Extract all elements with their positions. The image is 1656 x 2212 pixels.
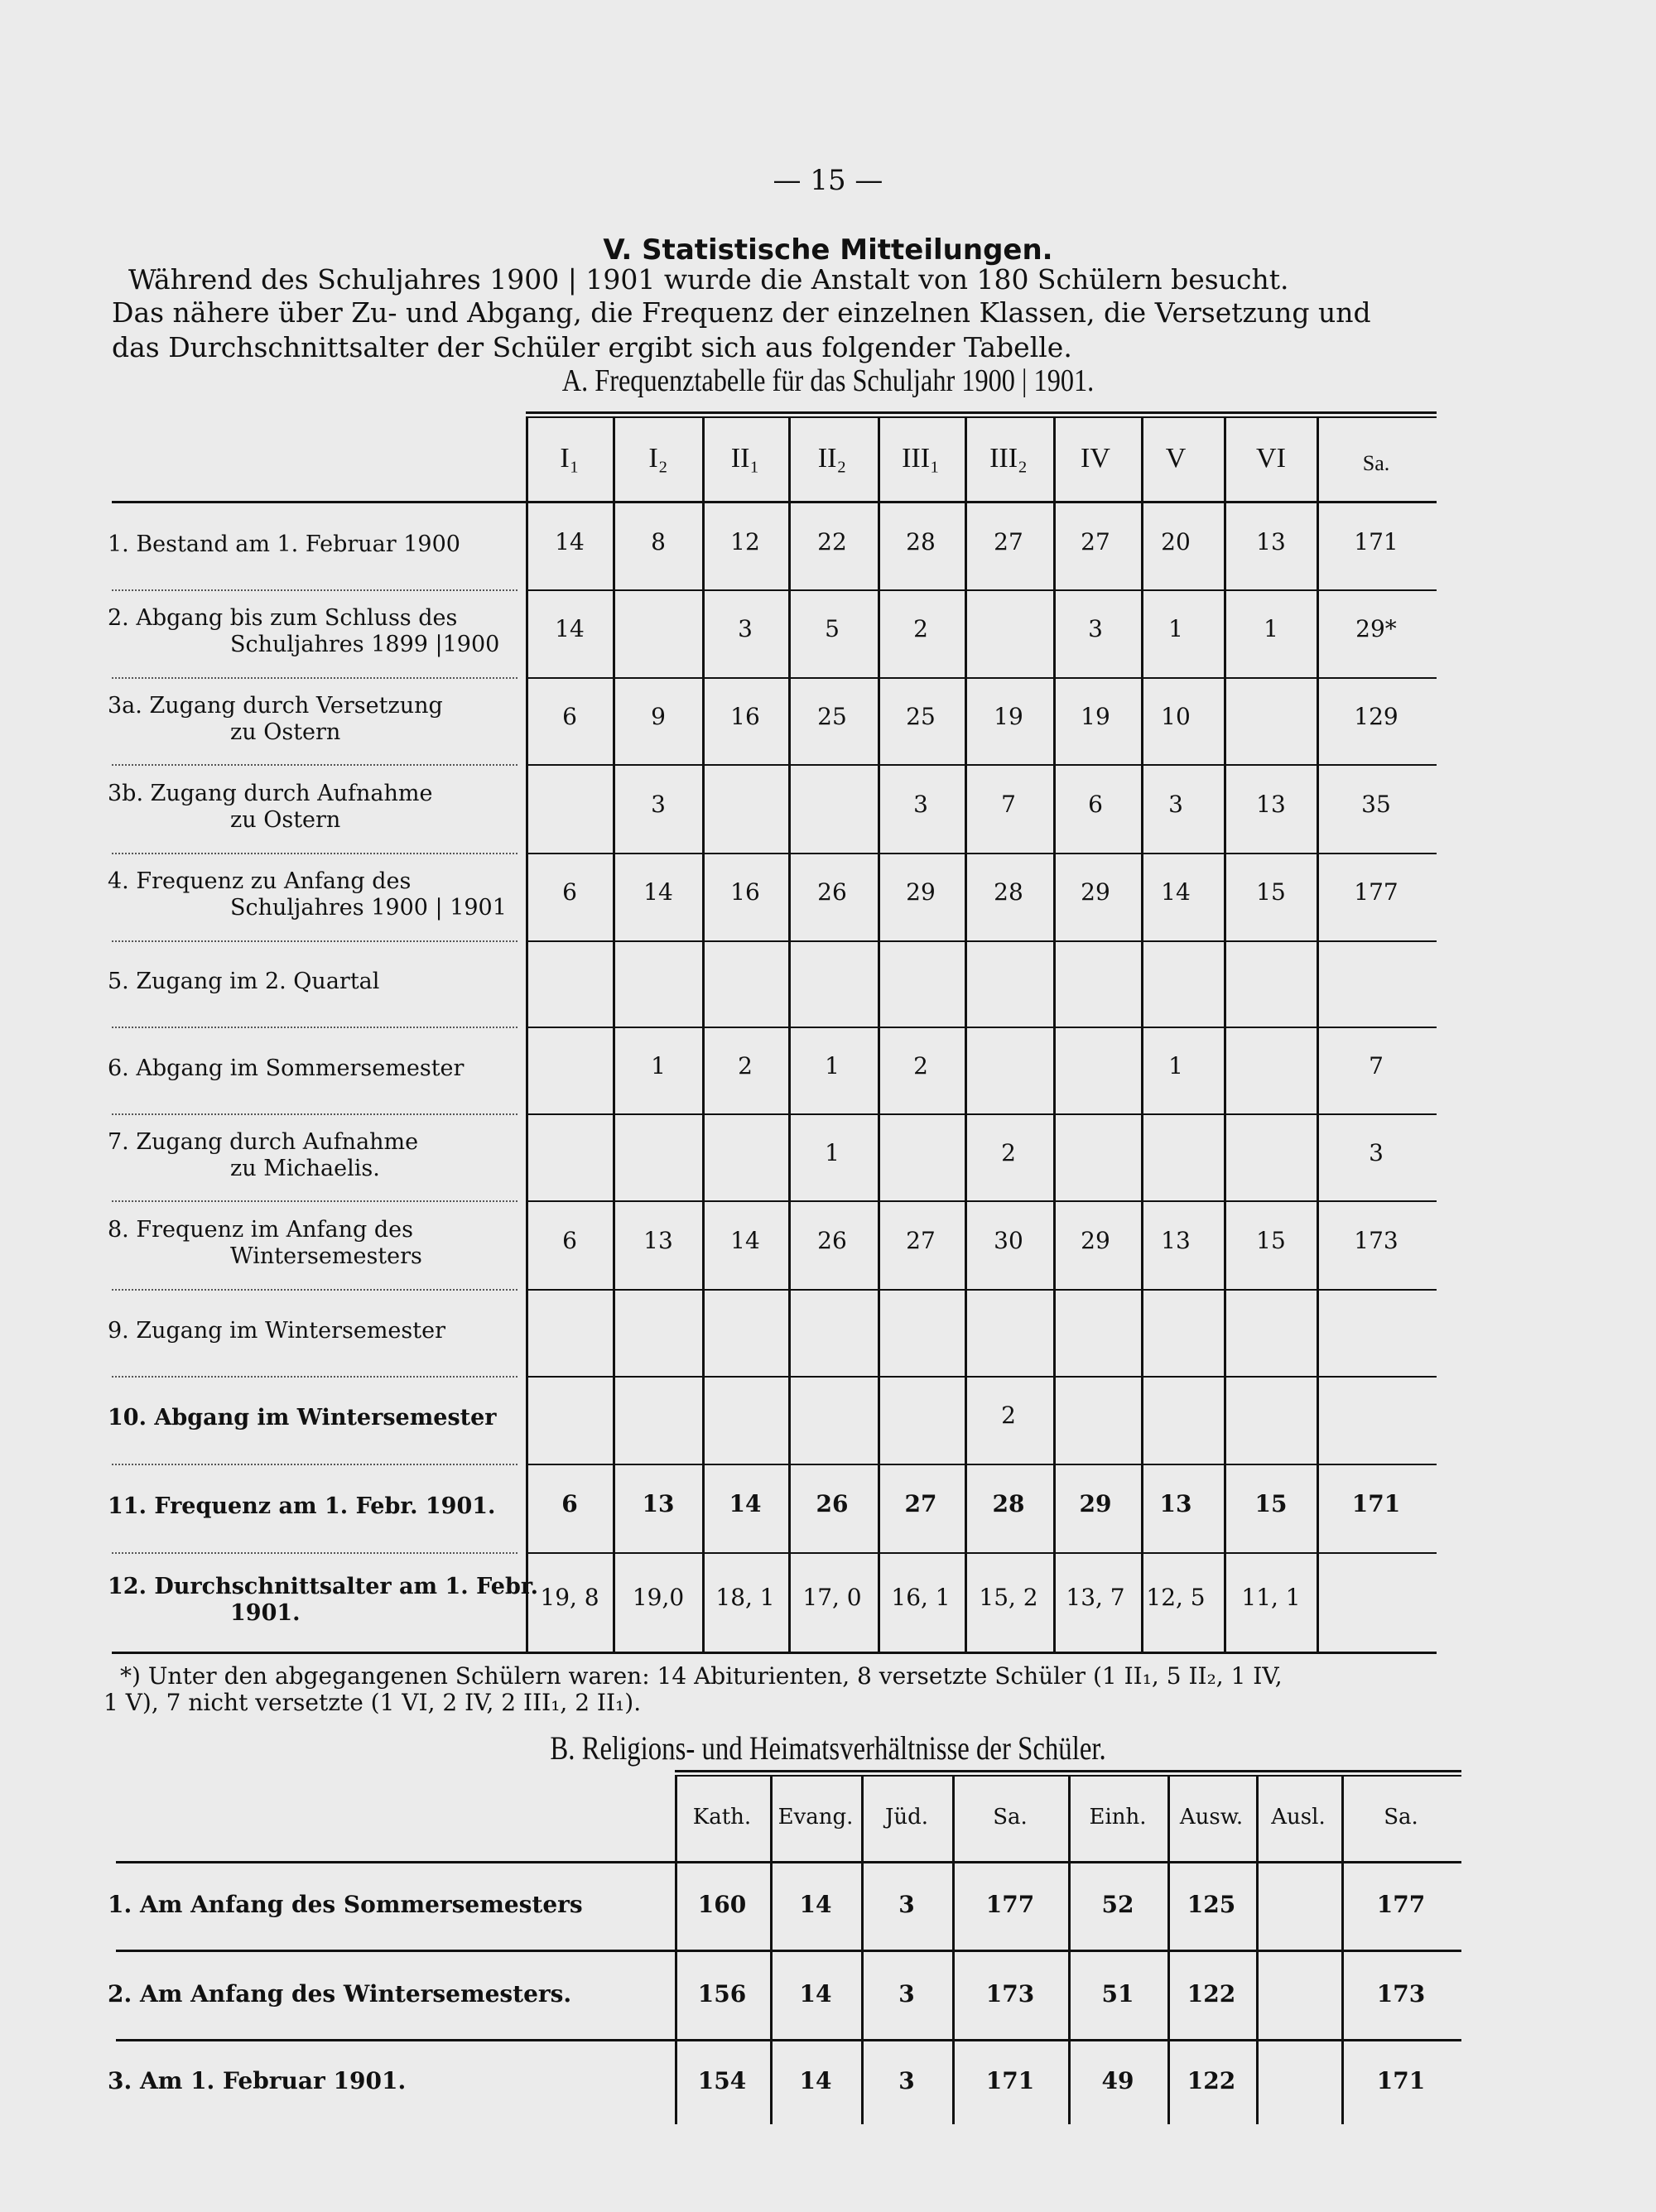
table-a-row-rule (526, 764, 1437, 766)
table-a-row-rule (526, 1464, 1437, 1465)
table-b-cell: 14 (799, 1891, 832, 1918)
table-b-cell: 173 (985, 1980, 1035, 2008)
row-label-line-1: 8. Frequenz im Anfang des (108, 1216, 413, 1243)
table-a-cell: 27 (994, 528, 1023, 555)
table-a-col-divider (1141, 418, 1143, 1652)
table-a-cell: 2 (1001, 1402, 1016, 1429)
col-header-ii1: II₁ (730, 443, 760, 474)
table-a-row-rule (526, 1552, 1437, 1554)
table-b-col-header: Sa. (993, 1805, 1028, 1830)
table-b-cell: 49 (1101, 2067, 1134, 2094)
row-label-line-1: 7. Zugang durch Aufnahme (108, 1128, 419, 1155)
table-a-cell: 173 (1354, 1226, 1398, 1254)
table-a-cell: 14 (555, 615, 585, 642)
row-label-line-1: 3b. Zugang durch Aufnahme (108, 780, 433, 806)
table-a-row-label (108, 531, 460, 558)
table-a-cell: 171 (1351, 1489, 1401, 1517)
table-b-cell: 173 (1376, 1980, 1426, 2008)
table-a-cell: 6 (562, 702, 577, 730)
table-b-col-header: Ausw. (1179, 1805, 1244, 1830)
table-a-cell: 13 (1256, 790, 1286, 818)
table-a-cell: 3 (1369, 1138, 1384, 1166)
table-a-row-leader (112, 764, 518, 767)
table-b-cell: 3 (898, 1891, 915, 1918)
table-a-cell: 13 (1159, 1489, 1192, 1517)
table-b-cell: 160 (697, 1891, 747, 1918)
table-b-cell: 3 (898, 1980, 915, 2008)
table-a-col-divider (1224, 418, 1226, 1652)
table-a-cell: 3 (651, 790, 666, 818)
table-a-row-label (108, 1493, 495, 1520)
section-title: V. Statistische Mitteilungen. (603, 233, 1053, 267)
table-a-cell: 15 (1256, 1226, 1286, 1254)
table-a-row-label (108, 605, 499, 658)
row-label-line-2: zu Michaelis. (230, 1155, 380, 1181)
table-a-cell: 25 (817, 702, 847, 730)
table-b-row-label: 2. Am Anfang des Wintersemesters. (108, 1980, 572, 2008)
table-a-cell: 1 (825, 1051, 840, 1080)
table-a-row-label (108, 1574, 538, 1627)
table-a-cell: 7 (1001, 790, 1016, 818)
table-a-row-label (108, 693, 443, 746)
table-a-row-rule (526, 1113, 1437, 1115)
table-b-col-header: Evang. (777, 1805, 854, 1830)
table-b-col-header: Ausl. (1271, 1805, 1326, 1830)
row-label-line-1: 6. Abgang im Sommersemester (108, 1055, 465, 1081)
row-label-line-1: 11. Frequenz am 1. Febr. 1901. (108, 1493, 496, 1519)
row-label-line-1: 2. Abgang bis zum Schluss des (108, 605, 458, 631)
col-header-iii1: III₁ (902, 443, 940, 474)
table-a-cell: 30 (994, 1226, 1023, 1254)
table-a-row-leader (112, 1464, 518, 1466)
table-a-row-rule (526, 1200, 1437, 1202)
table-a-cell: 15, 2 (979, 1584, 1038, 1611)
table-a-cell: 26 (817, 878, 847, 906)
table-a-col-divider (965, 418, 967, 1652)
table-a-row-rule (526, 677, 1437, 679)
row-label-line-1: 3a. Zugang durch Versetzung (108, 692, 443, 719)
table-a-cell: 177 (1354, 878, 1398, 906)
table-a-col-divider (788, 418, 791, 1652)
col-header-vi: VI (1256, 443, 1286, 474)
table-b-cell: 122 (1187, 2067, 1236, 2094)
table-b-row-rule-2 (116, 2039, 1461, 2041)
table-a-cell: 16 (730, 702, 760, 730)
table-b-col-divider (675, 1777, 677, 2124)
col-header-iv: IV (1081, 443, 1110, 474)
table-a-row-label (108, 1217, 422, 1270)
table-a-row-leader (112, 677, 518, 680)
row-label-line-1: 5. Zugang im 2. Quartal (108, 969, 380, 994)
page-number: — 15 — (773, 164, 883, 197)
table-a-cell: 6 (1088, 790, 1103, 818)
table-a-cell: 16 (730, 878, 760, 906)
table-a-row-rule (526, 1027, 1437, 1028)
table-a-row-leader (112, 853, 518, 855)
table-a-row-label (108, 969, 379, 995)
table-a-cell: 13, 7 (1066, 1584, 1125, 1611)
table-a-row-label (108, 868, 507, 921)
table-b-row-rule-1 (116, 1950, 1461, 1952)
table-a-title: A. Frequenztabelle für das Schuljahr 1900 | 1901. (561, 363, 1095, 398)
table-b-col-divider (1256, 1777, 1259, 2124)
table-a-cell: 8 (651, 528, 666, 555)
table-a-cell: 14 (729, 1489, 762, 1517)
table-a-col-divider (613, 418, 615, 1652)
table-a-cell: 27 (1081, 528, 1110, 555)
table-a-cell: 26 (816, 1489, 849, 1517)
table-a-row-label (108, 1318, 445, 1344)
table-a-cell: 27 (904, 1489, 937, 1517)
table-a-cell: 16, 1 (891, 1584, 951, 1611)
table-b-row-label: 1. Am Anfang des Sommersemesters (108, 1891, 583, 1918)
table-b-cell: 177 (1376, 1891, 1426, 1918)
table-a-cell: 1 (1264, 615, 1278, 642)
table-a-header-rule (112, 501, 1437, 503)
table-a-row-leader (112, 1200, 518, 1203)
table-a-cell: 1 (825, 1138, 840, 1166)
table-b-cell: 171 (985, 2067, 1035, 2094)
table-a-row-rule (526, 1376, 1437, 1378)
table-a-cell: 17, 0 (802, 1584, 862, 1611)
table-a-cell: 14 (643, 878, 673, 906)
table-b-col-header: Sa. (1384, 1805, 1418, 1830)
table-a-cell: 25 (906, 702, 936, 730)
table-a-row-leader (112, 1376, 518, 1378)
table-a-cell: 19 (1081, 702, 1110, 730)
table-a-cell: 171 (1354, 528, 1398, 555)
table-a-col-divider (1317, 418, 1319, 1652)
table-a-row-label (108, 1129, 418, 1182)
table-a-cell: 14 (1161, 878, 1191, 906)
table-a-cell: 28 (906, 528, 936, 555)
table-b-cell: 51 (1101, 1980, 1134, 2008)
table-a-cell: 29 (906, 878, 936, 906)
table-b-cell: 3 (898, 2067, 915, 2094)
table-a-cell: 28 (994, 878, 1023, 906)
col-header-ii2: II₂ (817, 443, 847, 474)
table-a-top-rule (526, 411, 1437, 414)
table-b-col-header: Einh. (1089, 1805, 1147, 1830)
table-a-row-leader (112, 589, 518, 592)
table-a-cell: 12 (730, 528, 760, 555)
table-a-cell: 6 (562, 878, 577, 906)
table-a-row-rule (526, 589, 1437, 591)
table-a-cell: 22 (817, 528, 847, 555)
table-a-cell: 13 (1256, 528, 1286, 555)
table-a-row-rule (526, 853, 1437, 854)
table-a-cell: 14 (730, 1226, 760, 1254)
table-a-cell: 28 (992, 1489, 1025, 1517)
table-a-cell: 29 (1081, 1226, 1110, 1254)
table-a-top-rule-2 (526, 416, 1437, 418)
table-a-cell: 10 (1161, 702, 1191, 730)
table-b-col-divider (1341, 1777, 1344, 2124)
col-header-v: V (1165, 443, 1187, 474)
table-b-cell: 14 (799, 1980, 832, 2008)
intro-line-2: Das nähere über Zu- und Abgang, die Frequenz der einzelnen Klassen, die Versetzung und (112, 296, 1371, 329)
table-a-cell: 11, 1 (1241, 1584, 1301, 1611)
table-a-cell: 15 (1256, 878, 1286, 906)
row-label-line-2: zu Ostern (230, 806, 341, 833)
table-a-cell: 1 (1168, 615, 1183, 642)
row-label-line-2: Wintersemesters (230, 1243, 422, 1269)
table-b-col-divider (770, 1777, 773, 2124)
table-a-cell: 27 (906, 1226, 936, 1254)
footnote-line-1: *) Unter den abgegangenen Schülern waren: 14 Abiturienten, 8 versetzte Schüler (1 II₁, 5 II₂, 1 IV, (120, 1662, 1283, 1690)
table-b-col-header: Kath. (692, 1805, 752, 1830)
table-a-cell: 13 (642, 1489, 675, 1517)
table-b-cell: 14 (799, 2067, 832, 2094)
table-a-cell: 20 (1161, 528, 1191, 555)
table-b-cell: 154 (697, 2067, 747, 2094)
col-header-sa: Sa. (1362, 451, 1390, 475)
table-a-cell: 3 (738, 615, 753, 642)
table-a-cell: 7 (1369, 1051, 1384, 1080)
table-a-cell: 1 (651, 1051, 666, 1080)
table-a-row-leader (112, 1289, 518, 1291)
table-b-col-divider (1167, 1777, 1170, 2124)
row-label-line-2: 1901. (230, 1600, 301, 1626)
col-header-i1: I₁ (560, 443, 580, 474)
table-b-col-header: Jüd. (884, 1805, 929, 1830)
row-label-line-2: Schuljahres 1900 | 1901 (230, 895, 507, 921)
table-a-cell: 15 (1254, 1489, 1288, 1517)
table-a-cell: 19, 8 (540, 1584, 599, 1611)
intro-line-1: Während des Schuljahres 1900 | 1901 wurde die Anstalt von 180 Schülern besucht. (128, 263, 1289, 296)
table-a-row-label (108, 1056, 464, 1082)
table-a-cell: 19,0 (632, 1584, 685, 1611)
table-b-top-rule (675, 1770, 1461, 1772)
table-b-cell: 52 (1101, 1891, 1134, 1918)
table-a-cell: 35 (1361, 790, 1391, 818)
table-a-row-label (108, 1405, 497, 1431)
table-a-cell: 3 (1088, 615, 1103, 642)
table-a-cell: 14 (555, 528, 585, 555)
table-a-cell: 29 (1079, 1489, 1112, 1517)
col-header-i2: I₂ (648, 443, 668, 474)
table-b-col-divider (952, 1777, 955, 2124)
table-a-cell: 6 (562, 1226, 577, 1254)
table-b-col-divider (861, 1777, 864, 2124)
table-a-cell: 5 (825, 615, 840, 642)
table-b-cell: 125 (1187, 1891, 1236, 1918)
intro-line-3: das Durchschnittsalter der Schüler ergibt sich aus folgender Tabelle. (112, 331, 1072, 363)
table-a-cell: 29* (1355, 615, 1397, 642)
table-a-cell: 2 (913, 1051, 928, 1080)
table-b-col-divider (1068, 1777, 1071, 2124)
table-a-cell: 13 (1161, 1226, 1191, 1254)
table-a-row-leader (112, 1552, 518, 1555)
table-a-cell: 18, 1 (715, 1584, 775, 1611)
table-b-cell: 122 (1187, 1980, 1236, 2008)
table-a-cell: 26 (817, 1226, 847, 1254)
table-a-cell: 3 (913, 790, 928, 818)
table-a-cell: 2 (913, 615, 928, 642)
table-a-cell: 9 (651, 702, 666, 730)
table-a-cell: 6 (561, 1489, 578, 1517)
table-a-cell: 3 (1168, 790, 1183, 818)
row-label-line-2: zu Ostern (230, 719, 341, 745)
row-label-line-1: 10. Abgang im Wintersemester (108, 1405, 497, 1431)
table-a-cell: 19 (994, 702, 1023, 730)
row-label-line-1: 1. Bestand am 1. Februar 1900 (108, 531, 460, 557)
row-label-line-2: Schuljahres 1899 |1900 (230, 632, 500, 657)
table-b-cell: 156 (697, 1980, 747, 2008)
table-a-row-leader (112, 1113, 518, 1116)
table-b-row-label: 3. Am 1. Februar 1901. (108, 2067, 407, 2094)
table-b-title: B. Religions- und Heimatsverhältnisse der Schüler. (550, 1729, 1106, 1767)
table-a-cell: 1 (1168, 1051, 1183, 1080)
table-b-header-rule (116, 1861, 1461, 1863)
table-a-cell: 2 (1001, 1138, 1016, 1166)
footnote-line-2: 1 V), 7 nicht versetzte (1 VI, 2 IV, 2 III₁, 2 II₁). (104, 1689, 642, 1716)
table-a-row-leader (112, 940, 518, 943)
table-a-cell: 2 (738, 1051, 753, 1080)
table-a-row-leader (112, 1027, 518, 1029)
table-a-bottom-rule (112, 1652, 1437, 1654)
table-b-cell: 171 (1376, 2067, 1426, 2094)
col-header-iii2: III₂ (989, 443, 1028, 474)
table-a-row-rule (526, 1289, 1437, 1291)
row-label-line-1: 12. Durchschnittsalter am 1. Febr. (108, 1574, 538, 1599)
table-a-row-label (108, 781, 432, 834)
table-a-col-divider (702, 418, 705, 1652)
table-a-cell: 12, 5 (1146, 1584, 1206, 1611)
table-a-row-rule (526, 940, 1437, 942)
table-a-cell: 13 (643, 1226, 673, 1254)
table-a-cell: 129 (1354, 702, 1398, 730)
table-b-cell: 177 (985, 1891, 1035, 1918)
table-a-col-divider (1053, 418, 1056, 1652)
table-a-cell: 29 (1081, 878, 1110, 906)
table-a-col-divider (526, 418, 528, 1652)
table-a-col-divider (878, 418, 880, 1652)
row-label-line-1: 4. Frequenz zu Anfang des (108, 868, 412, 894)
row-label-line-1: 9. Zugang im Wintersemester (108, 1317, 445, 1344)
